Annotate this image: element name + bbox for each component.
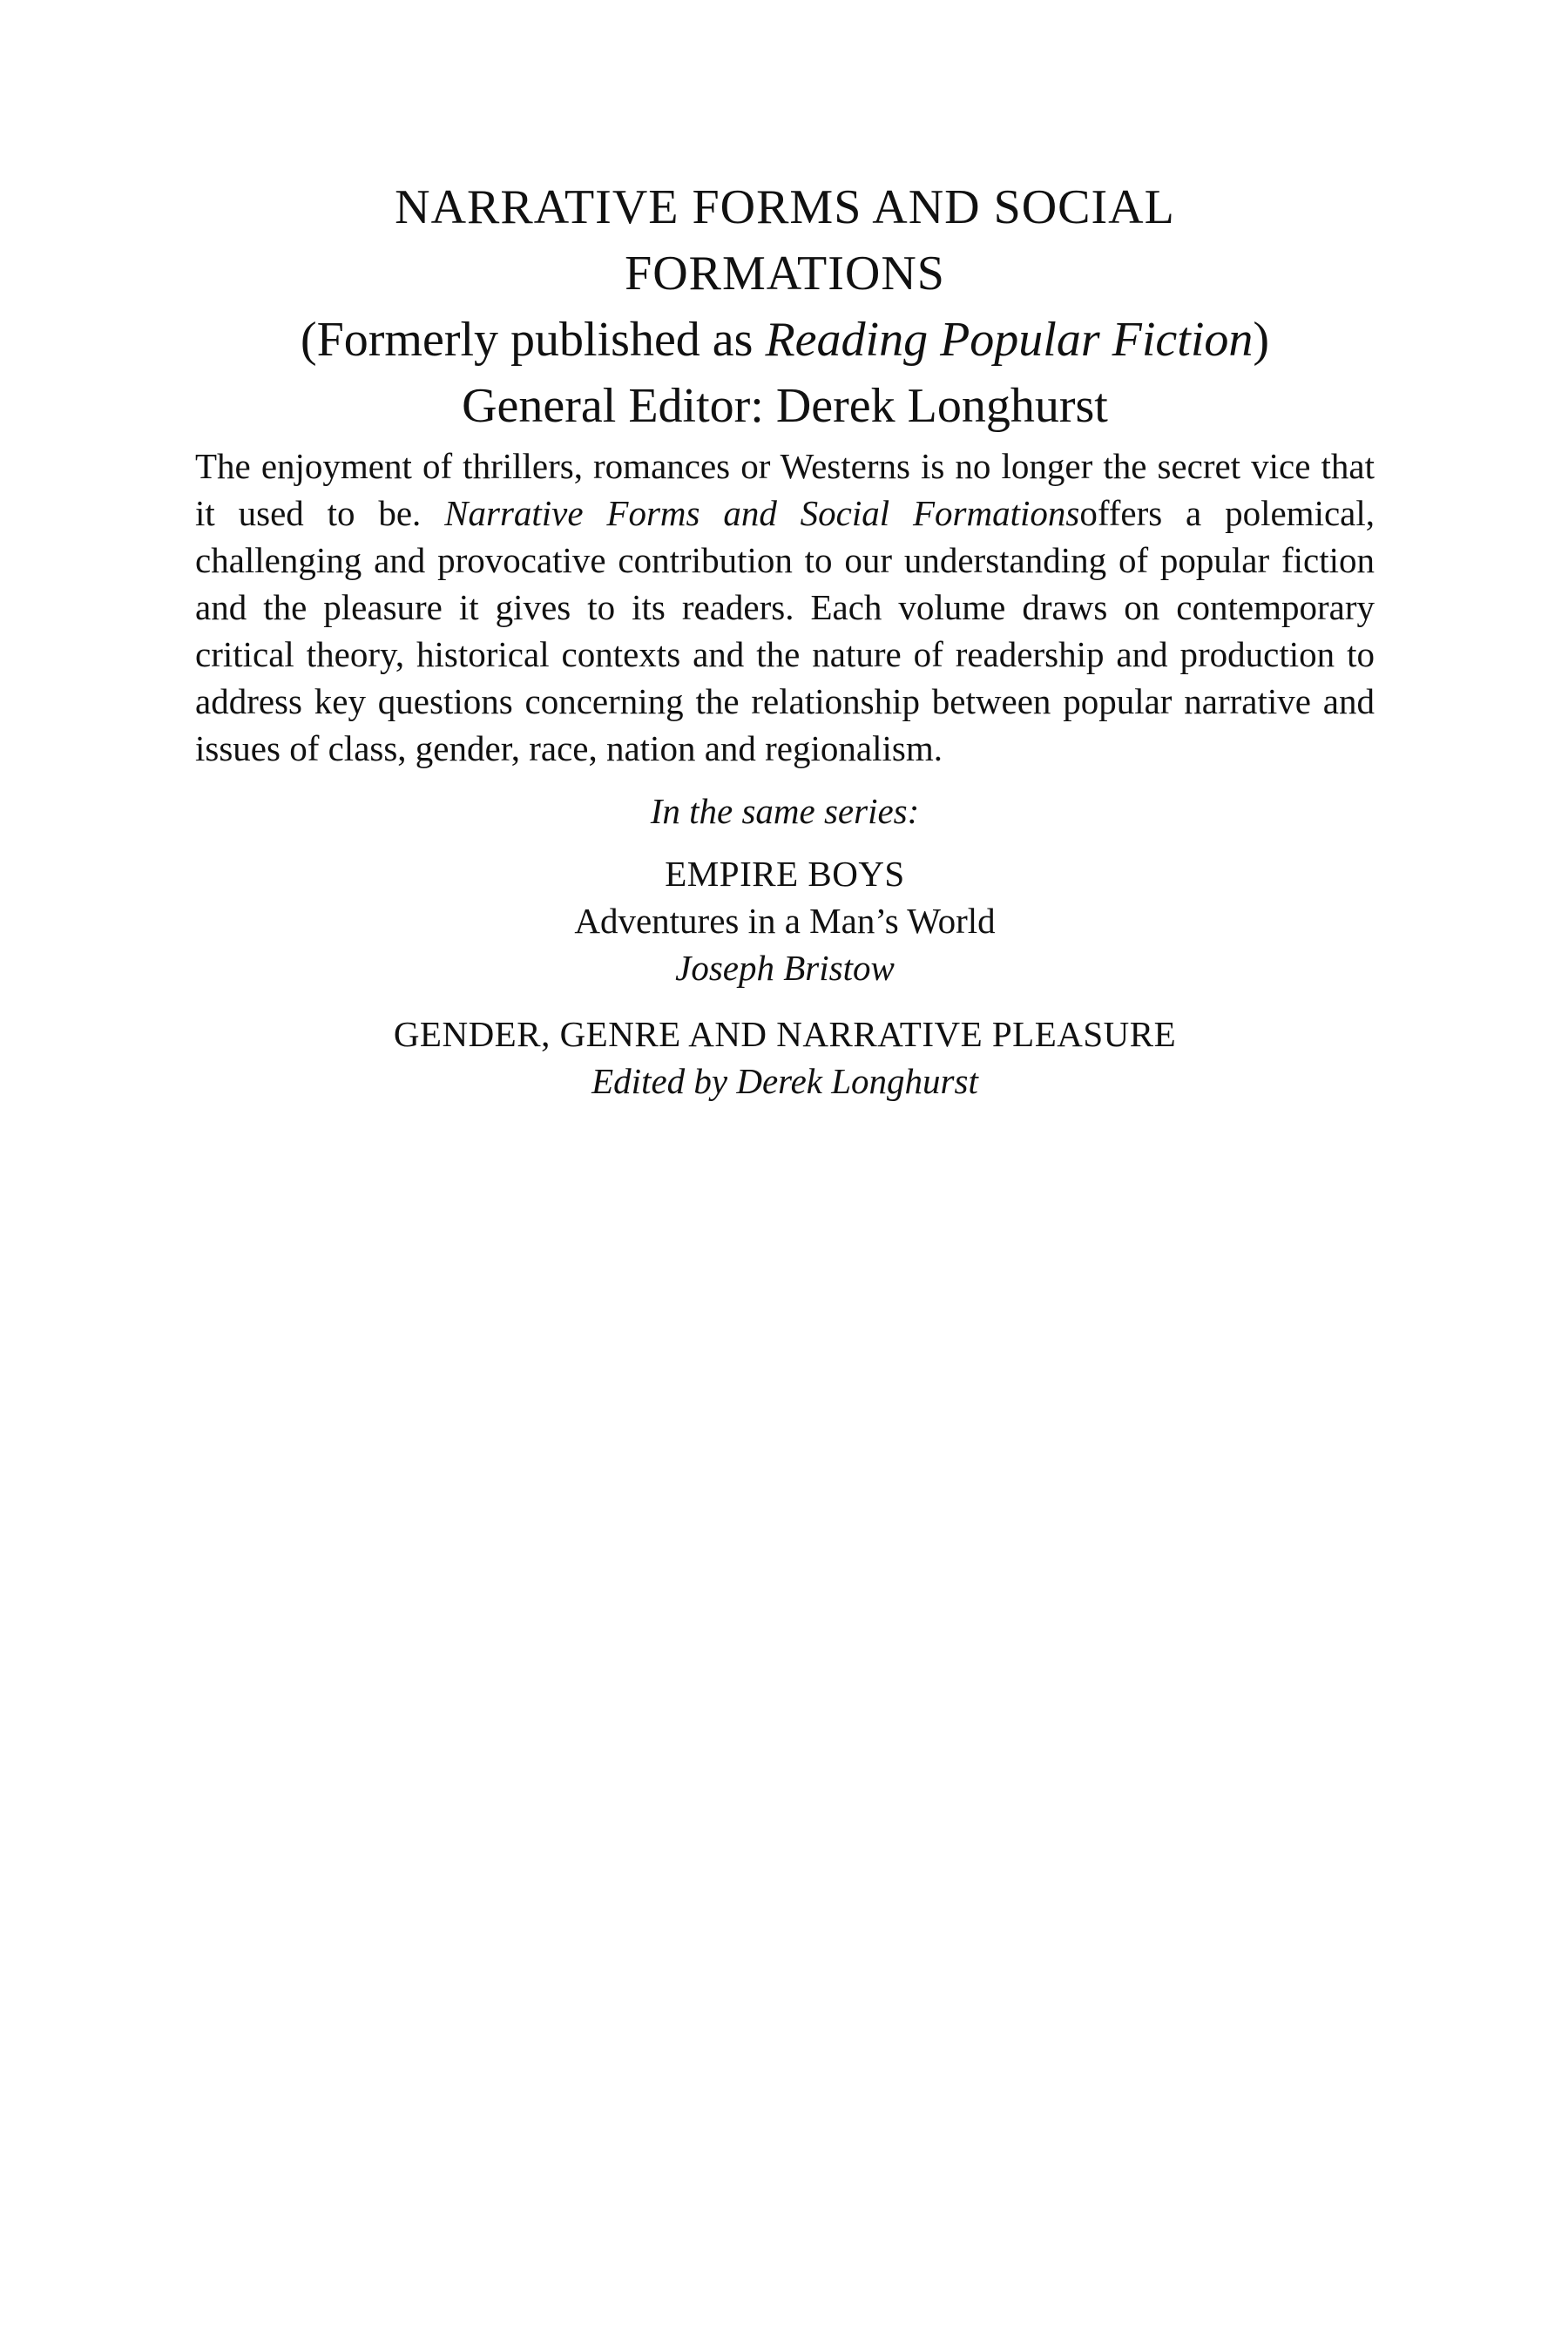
book-editor: Edited by Derek Longhurst [591, 1061, 978, 1101]
series-page [195, 174, 1375, 1124]
formerly-published-note [195, 307, 1375, 373]
general-editor: General Editor: Derek Longhurst [462, 379, 1108, 433]
book-subtitle: Adventures in a Man’s World [574, 901, 996, 941]
book-title: EMPIRE BOYS [665, 854, 905, 894]
blurb-part-1: The enjoyment of thrillers, romances or Westerns is no longer the secret vice that it used to be. [195, 446, 1375, 533]
formerly-title: Reading Popular Fiction [765, 313, 1254, 367]
book-author: Joseph Bristow [675, 948, 895, 988]
series-blurb [195, 443, 1375, 772]
series-title [195, 174, 1375, 307]
blurb-part-2: offers a polemical, challenging and provocative contribution to our understanding of popular fiction and the pleasure it gives to its readers. Each volume draws on contemporary critical theory, historical contexts and the nature of readership and production to address key questions concerning the relationship between popular narrative and issues of class, gender, race, nation and regionalism. [195, 493, 1375, 768]
same-series-label: In the same series: [650, 791, 920, 831]
formerly-prefix: (Formerly published as [300, 313, 766, 367]
book-title: GENDER, GENRE AND NARRATIVE PLEASURE [393, 1014, 1177, 1054]
book-entry-empire-boys [195, 850, 1375, 991]
formerly-suffix: ) [1253, 313, 1270, 367]
blurb-series-title: Narrative Forms and Social Formations [444, 493, 1080, 533]
series-title-line-1: NARRATIVE FORMS AND SOCIAL [395, 180, 1175, 234]
book-entry-gender-genre [195, 1010, 1375, 1105]
series-title-line-2: FORMATIONS [625, 247, 945, 301]
